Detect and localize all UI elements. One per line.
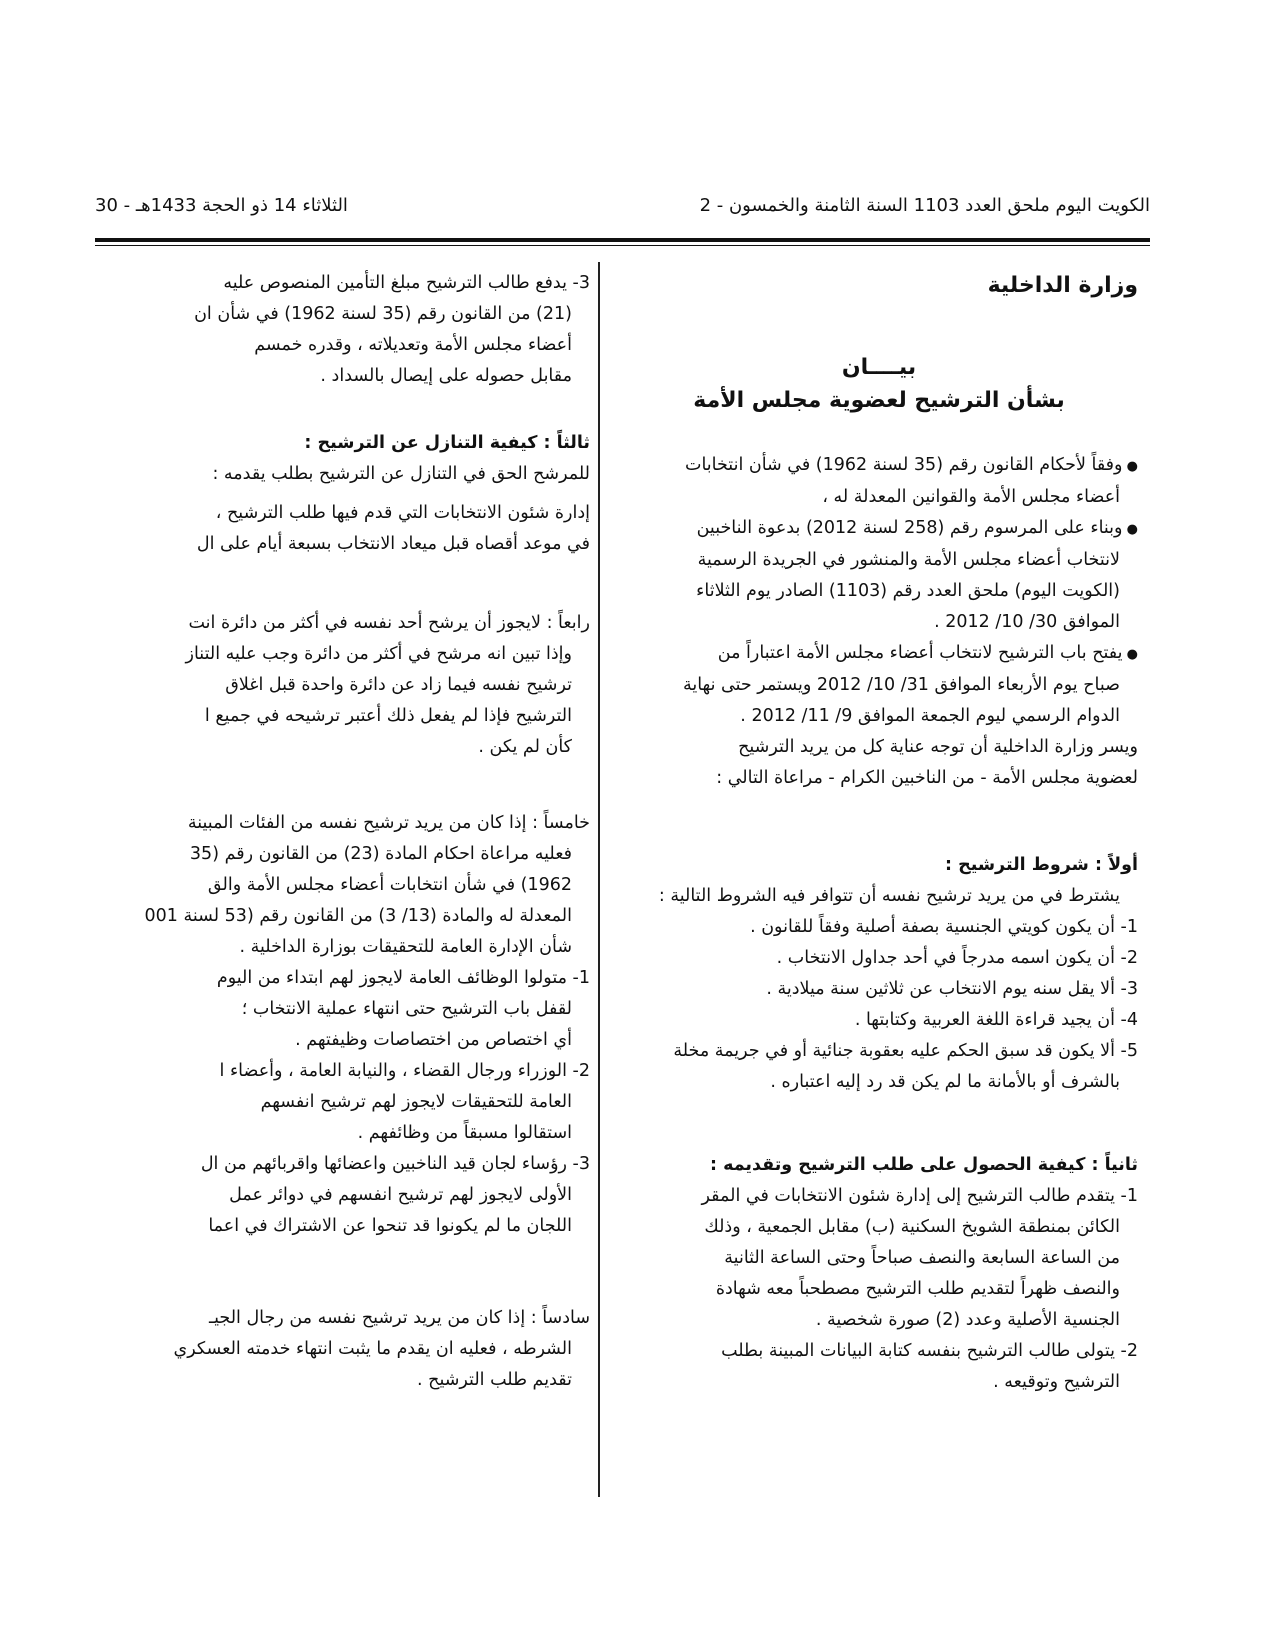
sixth-line: الشرطه ، فعليه ان يقدم ما يثبت انتهاء خدمته العسكري bbox=[173, 1339, 572, 1359]
condition-line: 3- ألا يقل سنه يوم الانتخاب عن ثلاثين سنة ميلادية . bbox=[766, 979, 1138, 999]
intro-line: ويسر وزارة الداخلية أن توجه عناية كل من يريد الترشيح bbox=[738, 737, 1138, 757]
fifth-line: الأولى لايجوز لهم ترشيح انفسهم في دوائر عمل bbox=[229, 1185, 572, 1205]
bullet-line: الموافق 30/ 10/ 2012 . bbox=[934, 612, 1120, 632]
fee-line: 3- يدفع طالب الترشيح مبلغ التأمين المنصوص عليه bbox=[223, 273, 590, 293]
fifth-line: 1962) في شأن انتخابات أعضاء مجلس الأمة والق bbox=[207, 875, 572, 895]
conditions-section bbox=[659, 850, 1138, 1098]
withdrawal-line: في موعد أقصاه قبل ميعاد الانتخاب بسبعة أيام على ال bbox=[196, 534, 590, 554]
condition-line: 4- أن يجيد قراءة اللغة العربية وكتابتها . bbox=[854, 1010, 1138, 1030]
condition-line: 2- أن يكون اسمه مدرجاً في أحد جداول الانتخاب . bbox=[776, 948, 1138, 968]
header-publication: الكويت اليوم ملحق العدد 1103 السنة الثامنة والخمسون - 2 bbox=[699, 195, 1150, 216]
bullet-line: الدوام الرسمي ليوم الجمعة الموافق 9/ 11/ 2012 . bbox=[740, 706, 1120, 726]
fourth-line: كأن لم يكن . bbox=[478, 737, 572, 757]
application-line: من الساعة السابعة والنصف صباحاً وحتى الساعة الثانية bbox=[724, 1248, 1120, 1268]
application-line: والنصف ظهراً لتقديم طلب الترشيح مصطحباً معه شهادة bbox=[715, 1279, 1120, 1299]
bullet-line: ● وفقاً لأحكام القانون رقم (35 لسنة 1962) في شأن انتخابات bbox=[683, 450, 1138, 482]
fee-item bbox=[194, 268, 590, 392]
bullet-line: لانتخاب أعضاء مجلس الأمة والمنشور في الجريدة الرسمية bbox=[697, 550, 1120, 570]
application-line: الجنسية الأصلية وعدد (2) صورة شخصية . bbox=[815, 1310, 1120, 1330]
sixth-line: سادساً : إذا كان من يريد ترشيح نفسه من رجال الجيـ bbox=[208, 1308, 590, 1328]
fifth-line: العامة للتحقيقات لايجوز لهم ترشيح انفسهم bbox=[260, 1092, 572, 1112]
section-heading: أولاً : شروط الترشيح : bbox=[945, 855, 1138, 875]
intro-line: لعضوية مجلس الأمة - من الناخبين الكرام - مراعاة التالي : bbox=[716, 768, 1138, 788]
withdrawal-section bbox=[197, 428, 590, 560]
bullet-line: أعضاء مجلس الأمة والقوانين المعدلة له ، bbox=[822, 487, 1120, 507]
fifth-line: 1- متولوا الوظائف العامة لايجوز لهم ابتداء من اليوم bbox=[216, 968, 590, 988]
page-header bbox=[95, 195, 1150, 233]
sixth-section bbox=[174, 1303, 590, 1396]
fifth-line: 2- الوزراء ورجال القضاء ، والنيابة العامة ، وأعضاء ا bbox=[219, 1061, 590, 1081]
fee-line: أعضاء مجلس الأمة وتعديلاته ، وقدره خمسم bbox=[254, 335, 572, 355]
ministry-heading: وزارة الداخلية bbox=[987, 273, 1138, 298]
condition-line: بالشرف أو بالأمانة ما لم يكن قد رد إليه اعتباره . bbox=[770, 1072, 1120, 1092]
application-line: 2- يتولى طالب الترشيح بنفسه كتابة البيانات المبينة بطلب bbox=[721, 1341, 1138, 1361]
column-divider bbox=[598, 262, 600, 1497]
condition-line: 5- ألا يكون قد سبق الحكم عليه بعقوبة جنائية أو في جريمة مخلة bbox=[673, 1041, 1138, 1061]
condition-line: 1- أن يكون كويتي الجنسية بصفة أصلية وفقاً للقانون . bbox=[750, 917, 1138, 937]
fifth-line: شأن الإدارة العامة للتحقيقات بوزارة الداخلية . bbox=[239, 937, 572, 957]
header-rule-thin bbox=[95, 245, 1150, 246]
fifth-line: خامساً : إذا كان من يريد ترشيح نفسه من الفئات المبينة bbox=[187, 813, 590, 833]
fifth-line: استقالوا مسبقاً من وظائفهم . bbox=[357, 1123, 572, 1143]
application-section bbox=[701, 1150, 1138, 1398]
bullet-line: (الكويت اليوم) ملحق العدد رقم (1103) الصادر يوم الثلاثاء bbox=[696, 581, 1120, 601]
fifth-line: المعدلة له والمادة (13/ 3) من القانون رقم (53 لسنة 001 bbox=[144, 906, 572, 926]
bullet-line: ● يفتح باب الترشيح لانتخاب أعضاء مجلس الأمة اعتباراً من bbox=[683, 638, 1138, 670]
bullet-line: صباح يوم الأربعاء الموافق 31/ 10/ 2012 ويستمر حتى نهاية bbox=[682, 675, 1120, 695]
section-heading: ثانياً : كيفية الحصول على طلب الترشيح وتقديمه : bbox=[709, 1155, 1138, 1175]
fifth-line: أي اختصاص من اختصاصات وظيفتهم . bbox=[295, 1030, 572, 1050]
fifth-section bbox=[145, 808, 590, 1242]
sixth-line: تقديم طلب الترشيح . bbox=[417, 1370, 572, 1390]
fifth-line: اللجان ما لم يكونوا قد تنحوا عن الاشتراك في اعما bbox=[208, 1216, 572, 1236]
fourth-line: ترشيح نفسه فيما زاد عن دائرة واحدة قبل اغلاق bbox=[225, 675, 572, 695]
application-line: الكائن بمنطقة الشويخ السكنية (ب) مقابل الجمعية ، وذلك bbox=[704, 1217, 1120, 1237]
header-rule bbox=[95, 238, 1150, 242]
application-line: الترشيح وتوقيعه . bbox=[993, 1372, 1120, 1392]
statement-word: بيــــان bbox=[841, 355, 917, 380]
fifth-line: فعليه مراعاة احكام المادة (23) من القانون رقم (35 bbox=[189, 844, 572, 864]
fee-line: مقابل حصوله على إيصال بالسداد . bbox=[320, 366, 572, 386]
fee-line: (21) من القانون رقم (35 لسنة 1962) في شأن ان bbox=[194, 304, 572, 324]
header-date: الثلاثاء 14 ذو الحجة 1433هـ - 30 bbox=[95, 195, 348, 216]
fifth-line: لقفل باب الترشيح حتى انتهاء عملية الانتخاب ؛ bbox=[241, 999, 572, 1019]
section-heading: ثالثاً : كيفية التنازل عن الترشيح : bbox=[304, 433, 590, 453]
withdrawal-line: للمرشح الحق في التنازل عن الترشيح بطلب يقدمه : bbox=[212, 464, 590, 484]
bullet-line: ● وبناء على المرسوم رقم (258 لسنة 2012) بدعوة الناخبين bbox=[683, 513, 1138, 545]
fifth-line: 3- رؤساء لجان قيد الناخبين واعضائها واقربائهم من ال bbox=[200, 1154, 590, 1174]
fourth-line: الترشيح فإذا لم يفعل ذلك أعتبر ترشيحه في جميع ا bbox=[204, 706, 572, 726]
withdrawal-line: إدارة شئون الانتخابات التي قدم فيها طلب الترشيح ، bbox=[215, 503, 590, 523]
fourth-section bbox=[186, 608, 590, 763]
statement-title: بشأن الترشيح لعضوية مجلس الأمة bbox=[693, 388, 1065, 413]
fourth-line: رابعاً : لايجوز أن يرشح أحد نفسه في أكثر من دائرة انت bbox=[188, 613, 590, 633]
fourth-line: وإذا تبين انه مرشح في أكثر من دائرة وجب عليه التناز bbox=[185, 644, 572, 664]
preamble-bullets bbox=[683, 450, 1138, 794]
section-intro: يشترط في من يريد ترشيح نفسه أن تتوافر فيه الشروط التالية : bbox=[658, 886, 1120, 906]
application-line: 1- يتقدم طالب الترشيح إلى إدارة شئون الانتخابات في المقر bbox=[701, 1186, 1138, 1206]
